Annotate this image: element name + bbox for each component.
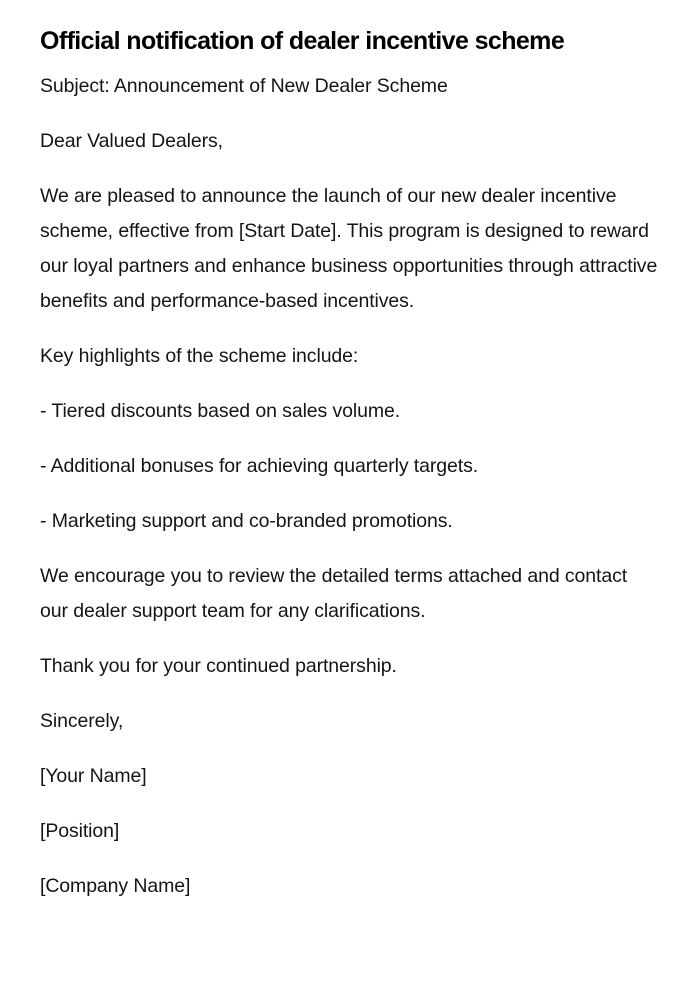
encouragement-paragraph: We encourage you to review the detailed terms attached and contact our dealer support team for any clarifications.	[40, 565, 628, 622]
subject-line: Subject: Announcement of New Dealer Scheme	[40, 75, 448, 97]
signature-company: [Company Name]	[40, 875, 191, 897]
highlights-heading: Key highlights of the scheme include:	[40, 345, 359, 367]
highlight-item: - Marketing support and co-branded promotions.	[40, 510, 453, 532]
closing-line: Sincerely,	[40, 710, 124, 732]
highlight-item: - Tiered discounts based on sales volume.	[40, 400, 401, 422]
highlight-item: - Additional bonuses for achieving quarterly targets.	[40, 455, 479, 477]
document-title: Official notification of dealer incentive scheme	[40, 27, 565, 55]
intro-paragraph: We are pleased to announce the launch of our new dealer incentive scheme, effective from [Start Date]. This program is designed to reward our loyal partners and enhance business opportunities through attractive benefits and performance-based incentives.	[40, 185, 658, 312]
signature-position: [Position]	[40, 820, 120, 842]
signature-name: [Your Name]	[40, 765, 147, 787]
thanks-line: Thank you for your continued partnership.	[40, 655, 397, 677]
salutation: Dear Valued Dealers,	[40, 130, 223, 152]
